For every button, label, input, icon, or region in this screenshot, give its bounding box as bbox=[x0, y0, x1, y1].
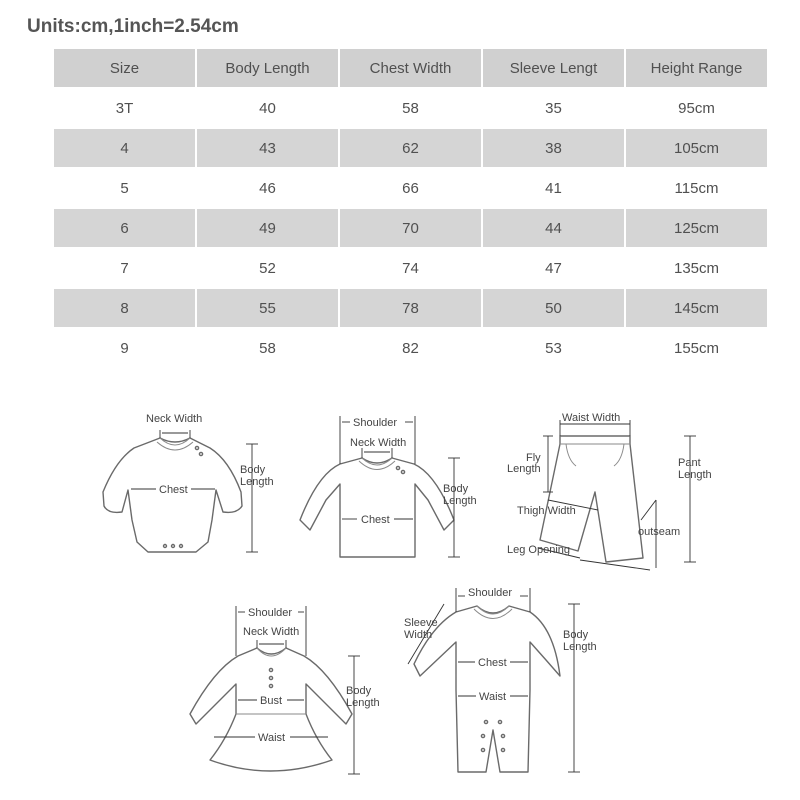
button-icon bbox=[269, 676, 272, 679]
cell-height-range: 135cm bbox=[673, 259, 720, 277]
cell-chest-width: 66 bbox=[402, 179, 419, 197]
cell-size: 9 bbox=[120, 339, 129, 357]
snap-icon bbox=[484, 720, 487, 723]
outseam-arrow bbox=[641, 500, 656, 520]
leg-opening-label: Leg Opening bbox=[507, 544, 570, 556]
fly-length-label: Length bbox=[507, 463, 541, 475]
cell-chest-width: 58 bbox=[402, 99, 419, 117]
sweater-outline bbox=[300, 458, 454, 557]
bust-label: Bust bbox=[260, 695, 283, 707]
cell-height-range: 105cm bbox=[626, 129, 767, 167]
waist-label: Waist bbox=[258, 732, 286, 744]
snap-icon bbox=[180, 545, 183, 548]
neck-width-label: Neck Width bbox=[350, 437, 407, 449]
button-icon bbox=[269, 668, 272, 671]
shoulder-label: Shoulder bbox=[248, 607, 293, 619]
cell-body-length: 40 bbox=[259, 99, 276, 117]
pocket-right bbox=[614, 444, 624, 466]
cell-height-range: 95cm bbox=[678, 99, 715, 117]
pant-length-label: Length bbox=[678, 469, 712, 481]
header-body-length: Body Length bbox=[197, 49, 338, 87]
button-icon bbox=[269, 684, 272, 687]
body-length-label: Length bbox=[240, 476, 274, 488]
thigh-width-label: Thigh Width bbox=[517, 505, 576, 517]
bodysuit-collar-rib bbox=[157, 442, 193, 450]
romper-diagram bbox=[404, 587, 597, 772]
cell-size: 3T bbox=[115, 99, 134, 117]
cell-size: 4 bbox=[54, 129, 195, 167]
cell-size: 7 bbox=[120, 259, 129, 277]
cell-height-range: 115cm bbox=[674, 179, 719, 197]
waist-label: Waist bbox=[479, 691, 507, 703]
body-length-label: Length bbox=[346, 697, 380, 709]
body-length-label: Body bbox=[563, 629, 589, 641]
button-icon bbox=[199, 452, 202, 455]
pant-length-label: Pant bbox=[678, 457, 701, 469]
dress-diagram bbox=[190, 606, 380, 774]
dress-collar bbox=[257, 648, 286, 656]
neck-width-label: Neck Width bbox=[146, 413, 203, 425]
shoulder-label: Shoulder bbox=[353, 417, 398, 429]
dress-outline bbox=[190, 648, 352, 771]
neck-width-label: Neck Width bbox=[243, 626, 300, 638]
snap-icon bbox=[164, 545, 167, 548]
body-length-label: Body bbox=[346, 685, 372, 697]
button-icon bbox=[195, 446, 198, 449]
cell-height-range: 155cm bbox=[673, 339, 720, 357]
header-chest-width: Chest Width bbox=[340, 49, 481, 87]
shoulder-label: Shoulder bbox=[468, 587, 513, 599]
body-length-label: Length bbox=[443, 495, 477, 507]
header-height-range: Height Range bbox=[626, 49, 767, 87]
snap-icon bbox=[498, 720, 501, 723]
cell-sleeve-length: 35 bbox=[545, 99, 562, 117]
cell-body-length: 46 bbox=[259, 179, 276, 197]
snap-icon bbox=[481, 734, 484, 737]
cell-sleeve-length: 44 bbox=[483, 209, 624, 247]
chest-label: Chest bbox=[361, 514, 390, 526]
chest-label: Chest bbox=[478, 657, 507, 669]
cell-body-length: 55 bbox=[197, 289, 338, 327]
sleeve-width-label: Width bbox=[404, 629, 433, 641]
cell-body-length: 43 bbox=[197, 129, 338, 167]
sweater-diagram bbox=[300, 416, 477, 557]
snap-icon bbox=[172, 545, 175, 548]
units-note: Units:cm,1inch=2.54cm bbox=[27, 16, 239, 37]
waist-width-label: Waist Width bbox=[562, 412, 621, 424]
button-icon bbox=[401, 470, 404, 473]
cell-chest-width: 62 bbox=[340, 129, 481, 167]
sweater-collar bbox=[362, 458, 392, 465]
cell-chest-width: 82 bbox=[402, 339, 419, 357]
snap-icon bbox=[481, 748, 484, 751]
cell-sleeve-length: 38 bbox=[483, 129, 624, 167]
body-length-label: Body bbox=[240, 464, 266, 476]
snap-icon bbox=[501, 734, 504, 737]
cell-chest-width: 78 bbox=[340, 289, 481, 327]
outseam-label: outseam bbox=[638, 526, 681, 538]
sleeve-width-label: Sleeve bbox=[404, 617, 438, 629]
cell-sleeve-length: 53 bbox=[545, 339, 562, 357]
header-size: Size bbox=[54, 49, 195, 87]
pocket-left bbox=[566, 444, 576, 466]
cell-height-range: 125cm bbox=[626, 209, 767, 247]
cell-height-range: 145cm bbox=[626, 289, 767, 327]
snap-icon bbox=[501, 748, 504, 751]
cell-body-length: 58 bbox=[259, 339, 276, 357]
cell-chest-width: 74 bbox=[402, 259, 419, 277]
bodysuit-diagram bbox=[103, 413, 274, 552]
button-icon bbox=[396, 466, 399, 469]
cell-chest-width: 70 bbox=[340, 209, 481, 247]
cell-body-length: 49 bbox=[197, 209, 338, 247]
romper-outline bbox=[414, 606, 560, 772]
cell-size: 5 bbox=[120, 179, 129, 197]
cell-sleeve-length: 47 bbox=[545, 259, 562, 277]
cell-size: 6 bbox=[54, 209, 195, 247]
cell-body-length: 52 bbox=[259, 259, 276, 277]
pants-diagram bbox=[507, 412, 712, 570]
body-length-label: Body bbox=[443, 483, 469, 495]
header-sleeve-length: Sleeve Lengt bbox=[483, 49, 624, 87]
chest-label: Chest bbox=[159, 484, 188, 496]
fly-length-label: Fly bbox=[526, 452, 541, 464]
cell-size: 8 bbox=[54, 289, 195, 327]
body-length-label: Length bbox=[563, 641, 597, 653]
cell-sleeve-length: 50 bbox=[483, 289, 624, 327]
cell-sleeve-length: 41 bbox=[545, 179, 562, 197]
